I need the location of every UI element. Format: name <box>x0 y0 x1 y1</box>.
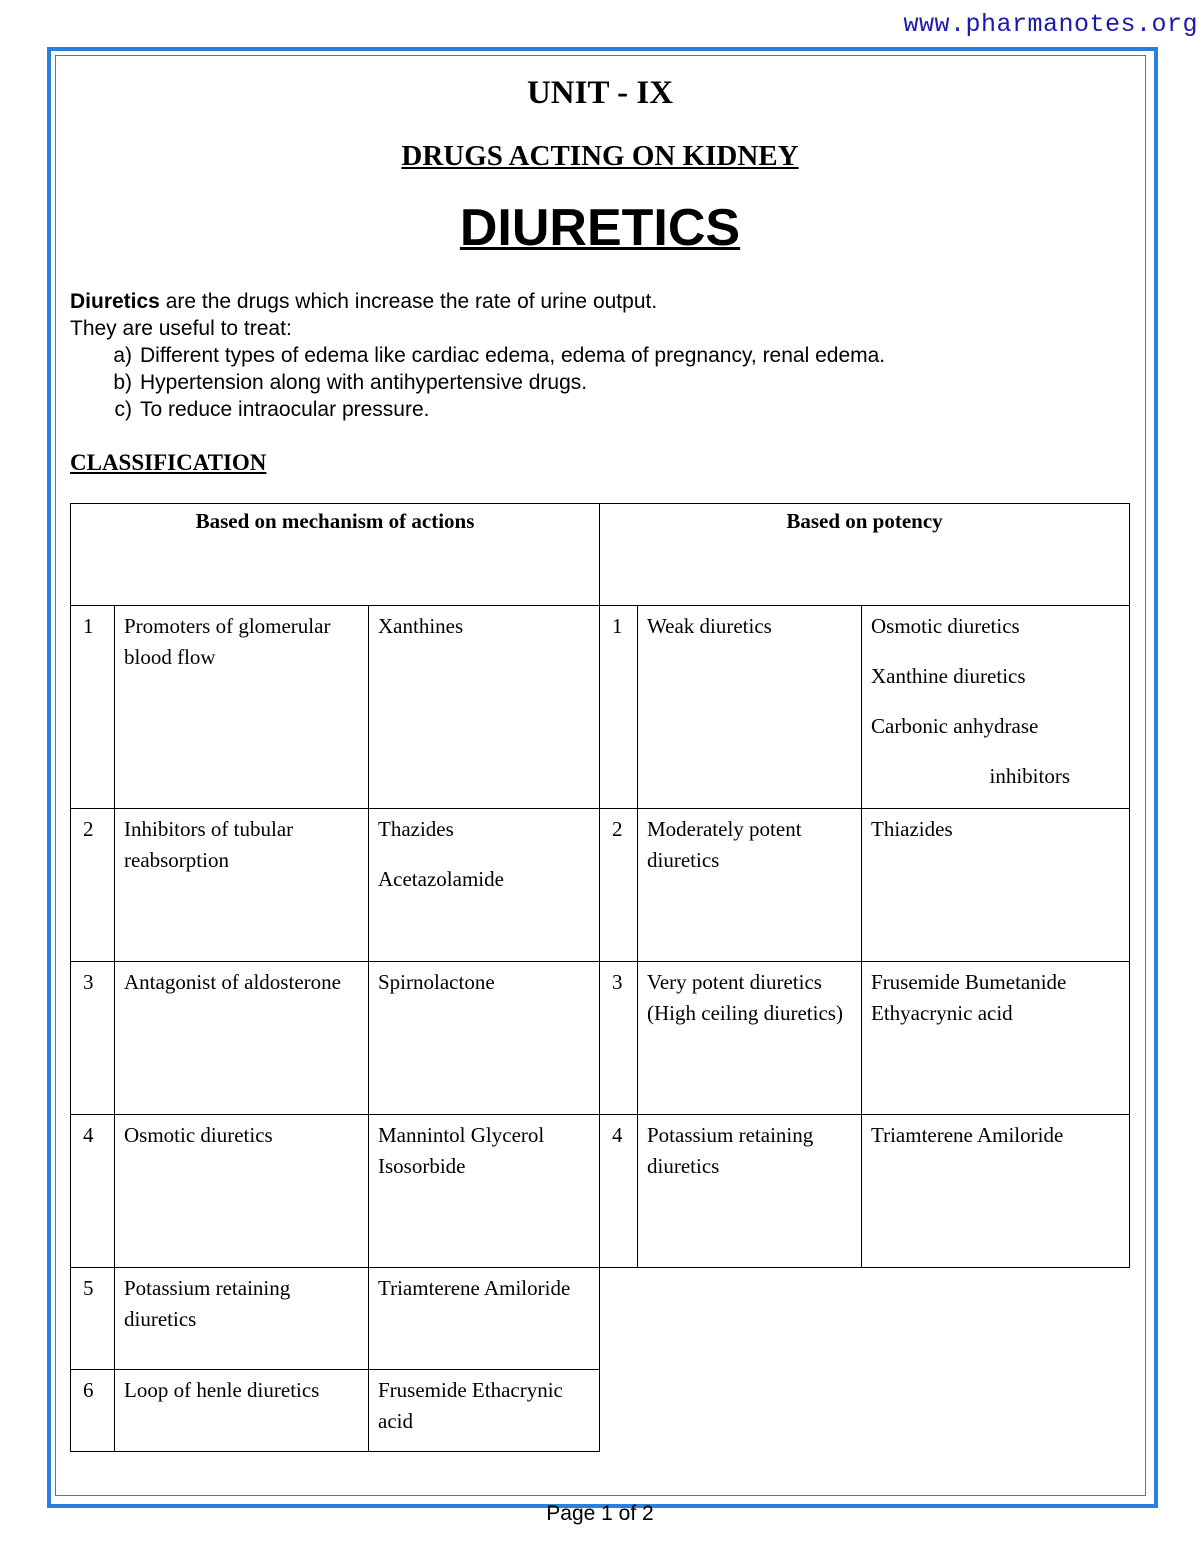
drug-name: Triamterene Amiloride <box>378 1276 571 1300</box>
definition-text: are the drugs which increase the rate of urine output. <box>159 290 658 313</box>
drug-name: Carbonic anhydrase <box>871 714 1039 738</box>
mechanism-number: 6 <box>71 1370 115 1452</box>
table-row <box>71 1115 1130 1268</box>
table-row <box>71 1268 1130 1370</box>
header-potency: Based on potency <box>600 504 1130 606</box>
drug-name: Xanthine diuretics <box>871 664 1026 688</box>
drug-name: Thiazides <box>871 817 953 841</box>
mechanism-drugs <box>369 809 600 962</box>
use-marker: b) <box>113 371 132 394</box>
mechanism-class: Inhibitors of tubular reabsorption <box>115 809 369 962</box>
use-text: To reduce intraocular pressure. <box>140 398 430 421</box>
definition-term: Diuretics <box>70 290 160 313</box>
drug-name: Frusemide Bumetanide Ethyacrynic acid <box>871 970 1067 1025</box>
drug-name: Xanthines <box>378 614 464 638</box>
definition-line <box>70 288 1130 315</box>
table-row <box>71 1370 1130 1452</box>
drug-name: Thazides <box>378 817 454 841</box>
potency-number: 4 <box>600 1115 638 1268</box>
mechanism-number: 2 <box>71 809 115 962</box>
use-marker: c) <box>114 398 132 421</box>
mechanism-drugs <box>369 1370 600 1452</box>
use-item <box>70 396 1130 423</box>
mechanism-class: Loop of henle diuretics <box>115 1370 369 1452</box>
potency-number: 3 <box>600 962 638 1115</box>
potency-class: Moderately potent diuretics <box>638 809 862 962</box>
potency-drugs <box>862 1115 1130 1268</box>
use-marker: a) <box>113 344 132 367</box>
intro-section <box>70 288 1130 423</box>
table-row <box>71 606 1130 809</box>
mechanism-drugs <box>369 606 600 809</box>
potency-drugs <box>862 606 1130 809</box>
mechanism-class: Potassium retaining diuretics <box>115 1268 369 1370</box>
mechanism-drugs <box>369 1268 600 1370</box>
drug-name: Acetazolamide <box>378 867 504 891</box>
unit-title: UNIT - IX <box>526 75 674 111</box>
mechanism-drugs <box>369 1115 600 1268</box>
potency-drugs <box>862 809 1130 962</box>
potency-class: Potassium retaining diuretics <box>638 1115 862 1268</box>
mechanism-drugs <box>369 962 600 1115</box>
drug-name: Triamterene Amiloride <box>871 1123 1064 1147</box>
table-row <box>71 809 1130 962</box>
chapter-subtitle-text: DRUGS ACTING ON KIDNEY <box>401 140 799 172</box>
drug-name: inhibitors <box>989 764 1070 788</box>
drug-name: Mannintol Glycerol Isosorbide <box>378 1123 545 1178</box>
chapter-subtitle <box>70 140 1130 173</box>
empty-cell <box>600 1268 1130 1370</box>
mechanism-class: Osmotic diuretics <box>115 1115 369 1268</box>
mechanism-class: Antagonist of aldosterone <box>115 962 369 1115</box>
potency-number: 1 <box>600 606 638 809</box>
table-row <box>71 962 1130 1115</box>
classification-table <box>70 503 1130 1452</box>
uses-intro: They are useful to treat: <box>70 317 292 340</box>
page-number: Page 1 of 2 <box>546 1502 654 1525</box>
mechanism-number: 3 <box>71 962 115 1115</box>
drug-name: Frusemide Ethacrynic acid <box>378 1378 563 1433</box>
drug-name: Osmotic diuretics <box>871 614 1020 638</box>
mechanism-number: 5 <box>71 1268 115 1370</box>
drug-name: Spirnolactone <box>378 970 495 994</box>
table-header-row <box>71 504 1130 606</box>
potency-drugs <box>862 962 1130 1115</box>
use-item <box>70 369 1130 396</box>
mechanism-number: 1 <box>71 606 115 809</box>
potency-class: Weak diuretics <box>638 606 862 809</box>
mechanism-class: Promoters of glomerular blood flow <box>115 606 369 809</box>
use-text: Hypertension along with antihypertensive drugs. <box>140 371 588 394</box>
empty-cell <box>600 1370 1130 1452</box>
classification-heading: CLASSIFICATION <box>70 450 267 475</box>
topic-heading-text: DIURETICS <box>459 199 741 257</box>
mechanism-number: 4 <box>71 1115 115 1268</box>
site-watermark: www.pharmanotes.org <box>903 10 1198 39</box>
header-mechanism: Based on mechanism of actions <box>71 504 600 606</box>
use-text: Different types of edema like cardiac edema, edema of pregnancy, renal edema. <box>140 344 886 367</box>
potency-number: 2 <box>600 809 638 962</box>
topic-heading <box>70 198 1130 258</box>
potency-class: Very potent diuretics (High ceiling diuretics) <box>638 962 862 1115</box>
use-item <box>70 342 1130 369</box>
